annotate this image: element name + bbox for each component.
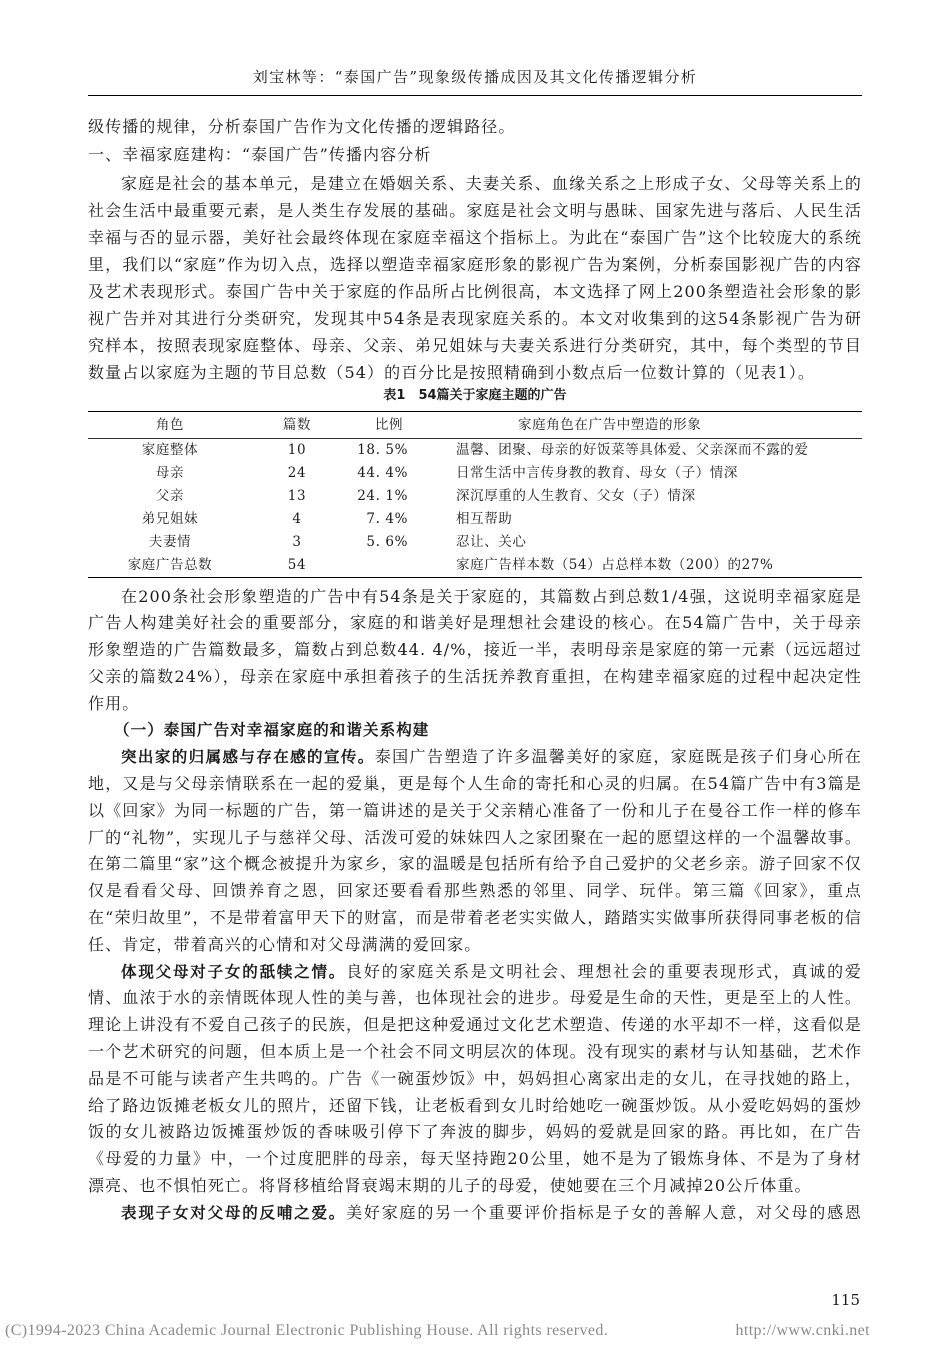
footer-copyright: (C)1994-2023 China Academic Journal Electronic Publishing House. All rights reserved. (5, 1322, 609, 1339)
paragraph-5-text: 美好家庭的另一个重要评价指标是子女的善解人意，对父母的感恩 (346, 1202, 862, 1222)
cell-role: 家庭整体 (141, 441, 199, 458)
table-row (88, 531, 862, 554)
cell-image: 日常生活中言传身教的教育、母女（子）情深 (456, 464, 738, 481)
paragraph-3 (88, 744, 862, 958)
carryover-line: 级传播的规律，分析泰国广告作为文化传播的逻辑路径。 (88, 116, 516, 136)
cell-image: 相互帮助 (456, 510, 513, 527)
footer-url: http://www.cnki.net (735, 1322, 870, 1339)
cell-count: 54 (287, 556, 307, 573)
table-header-row (88, 412, 862, 439)
paragraph-4 (88, 959, 862, 1200)
paragraph-3-text: 泰国广告塑造了许多温馨美好的家庭，家庭既是孩子们身心所在地，又是与父母亲情联系在一起的爱巢，更是每个人生命的寄托和心灵的归属。在54篇广告中有3篇是以《回家》为同一标题的广告，第一篇讲述的是关于父亲精心准备了一份和儿子在曼谷工作一样的修车厂的“礼物”，实现儿子与慈祥父母、活泼可爱的妹妹四人之家团聚在一起的愿望这样的一个温馨故事。在第二篇里“家”这个概念被提升为家乡，家的温暖是包括所有给予自己爱护的父老乡亲。游子回家不仅仅是看看父母、回馈养育之恩，回家还要看看那些熟悉的邻里、同学、玩伴。第三篇《回家》，重点在“荣归故里”，不是带着富甲天下的财富，而是带着老老实实做人，踏踏实实做事所获得同事老板的信任、肯定，带着高兴的心情和对父母满满的爱回家。 (88, 747, 862, 954)
table-row (88, 439, 862, 462)
cell-image: 温馨、团聚、母亲的好饭菜等具体爱、父亲深而不露的爱 (456, 441, 809, 458)
cell-ratio: 24. 1% (357, 487, 408, 504)
cell-image: 忍让、关心 (456, 533, 527, 550)
paragraph-4-lead: 体现父母对子女的舐犊之情。 (121, 962, 347, 981)
table-row (88, 508, 862, 531)
cell-count: 4 (292, 510, 302, 527)
page-body (88, 113, 862, 1227)
cell-role: 夫妻情 (148, 533, 192, 550)
cell-role: 弟兄姐妹 (141, 510, 199, 527)
paragraph-2: 在200条社会形象塑造的广告中有54条是关于家庭的，其篇数占到总数1/4强，这说明幸福家庭是广告人构建美好社会的重要部分，家庭的和谐美好是理想社会建设的核心。在54篇广告中，关于母亲形象塑造的广告篇数最多，篇数占到总数44. 4/%，接近一半，表明母亲是家庭的第一元素（远远超过父亲的篇数24%），母亲在家庭中承担着孩子的生活抚养教育重担，在构建幸福家庭的过程中起决定性作用。 (88, 586, 862, 713)
table-row (88, 462, 862, 485)
running-header: 刘宝林等：“泰国广告”现象级传播成因及其文化传播逻辑分析 (252, 68, 698, 86)
section-heading: 一、幸福家庭建构：“泰国广告”传播内容分析 (88, 144, 432, 164)
header-rule (88, 95, 862, 96)
paragraph-5-lead: 表现子女对父母的反哺之爱。 (121, 1203, 347, 1222)
cell-count: 13 (287, 487, 307, 504)
table-1 (88, 411, 862, 578)
cell-ratio: 44. 4% (357, 464, 408, 481)
cell-count: 10 (287, 441, 307, 458)
table-row-total (88, 554, 862, 577)
column-header-count: 篇数 (282, 416, 312, 433)
cell-role: 母亲 (155, 464, 185, 481)
cell-ratio: 18. 5% (357, 441, 408, 458)
table-caption: 表1 54篇关于家庭主题的广告 (383, 388, 567, 403)
cell-ratio: 7. 4% (366, 510, 408, 527)
column-header-role: 角色 (155, 416, 185, 433)
cell-image: 家庭广告样本数（54）占总样本数（200）的27% (456, 556, 774, 573)
column-header-ratio: 比例 (374, 416, 404, 433)
paragraph-4-text: 良好的家庭关系是文明社会、理想社会的重要表现形式，真诚的爱情、血浓于水的亲情既体现人性的美与善，也体现社会的进步。母爱是生命的天性，更是至上的人性。理论上讲没有不爱自己孩子的民族，但是把这种爱通过文化艺术塑造、传递的水平却不一样，这看似是一个艺术研究的问题，但本质上是一个社会不同文明层次的体现。没有现实的素材与认知基础，艺术作品是不可能与读者产生共鸣的。广告《一碗蛋炒饭》中，妈妈担心离家出走的女儿，在寻找她的路上，给了路边饭摊老板女儿的照片，还留下钱，让老板看到女儿时给她吃一碗蛋炒饭。从小爱吃妈妈的蛋炒饭的女儿被路边饭摊蛋炒饭的香味吸引停下了奔波的脚步，妈妈的爱就是回家的路。再比如，在广告《母爱的力量》中，一个过度肥胖的母亲，每天坚持跑20公里，她不是为了锻炼身体、不是为了身材漂亮、也不惧怕死亡。将肾移植给肾衰竭末期的儿子的母爱，使她要在三个月减掉20公斤体重。 (88, 961, 862, 1196)
page-number: 115 (831, 1291, 860, 1309)
cell-count: 24 (287, 464, 307, 481)
paragraph-1: 家庭是社会的基本单元，是建立在婚姻关系、夫妻关系、血缘关系之上形成子女、父母等关系上的社会生活中最重要元素，是人类生存发展的基础。家庭是社会文明与愚昧、国家先进与落后、人民生活幸福与否的显示器，美好社会最终体现在家庭幸福这个指标上。为此在“泰国广告”这个比较庞大的系统里，我们以“家庭”作为切入点，选择以塑造幸福家庭形象的影视广告为案例，分析泰国影视广告的内容及艺术表现形式。泰国广告中关于家庭的作品所占比例很高，本文选择了网上200条塑造社会形象的影视广告并对其进行分类研究，发现其中54条是表现家庭关系的。本文对收集到的这54条影视广告为研究样本，按照表现家庭整体、母亲、父亲、弟兄姐妹与夫妻关系进行分类研究，其中，每个类型的节目数量占以家庭为主题的节目总数（54）的百分比是按照精确到小数点后一位数计算的（见表1）。 (88, 173, 862, 382)
cell-ratio-empty (342, 554, 436, 577)
cell-role: 父亲 (155, 487, 185, 504)
paragraph-3-lead: 突出家的归属感与存在感的宣传。 (121, 748, 375, 767)
paragraph-5 (88, 1200, 862, 1227)
cell-ratio: 5. 6% (366, 533, 408, 550)
subsection-heading: （一）泰国广告对幸福家庭的和谐关系构建 (114, 721, 430, 740)
cell-role: 家庭广告总数 (127, 556, 213, 573)
cell-count: 3 (292, 533, 302, 550)
column-header-image: 家庭角色在广告中塑造的形象 (518, 416, 702, 433)
cell-image: 深沉厚重的人生教育、父女（子）情深 (456, 487, 696, 504)
table-row (88, 485, 862, 508)
